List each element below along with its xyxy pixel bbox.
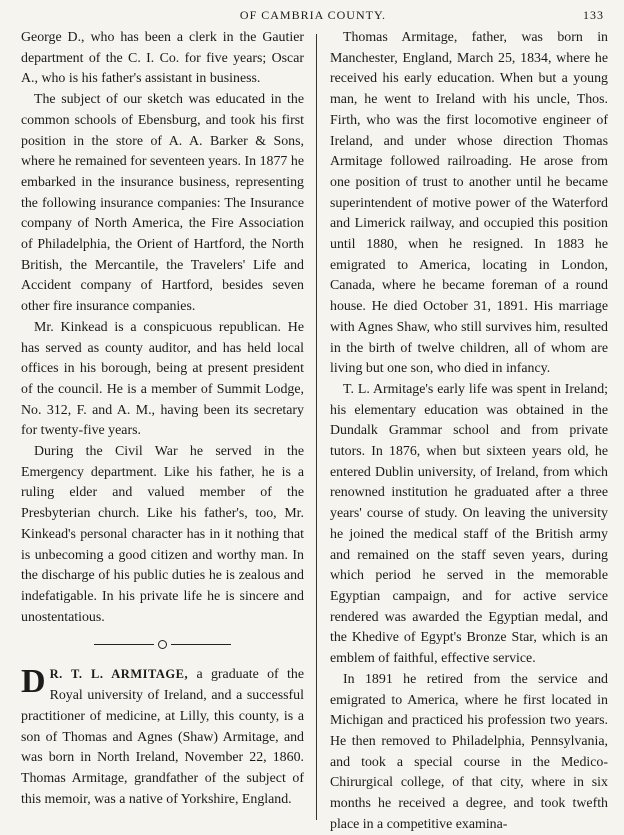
paragraph: The subject of our sketch was educated in the common schools of Ebensburg, and took his first position in the store of A. A. Barker & Sons, where he remained for seventeen years. In 1877 he embarked in the insurance business, representing the following insurance companies: The Insurance company of North America, the Fire Association of Philadelphia, the Orient of Hartford, the North British, the Mercantile, the Travelers' Life and Accident company of Hartford, besides seven other fire insurance companies. [21,92,304,315]
paragraph: During the Civil War he served in the Emergency department. Like his father, he is a ruling elder and valued member of the Presbyterian church. Like his father's, too, Mr. Kinkead's personal character has in it nothing that is unbecoming a good citizen and worthy man. In the discharge of his public duties he is zealous and indefatigable. In his private life he is sincere and unostentatious. [21,444,304,625]
paragraph: In 1891 he retired from the service and emigrated to America, where he first located in Michigan and practiced his profession two years. He then removed to Philadelphia, Pennsylvania, and took a special course in the Medico-Chirurgical college, of that city, where in six months he received a degree, and took twefth place in a competitive examina- [330,671,608,832]
page-number: 133 [583,8,604,22]
paragraph: Thomas Armitage, father, was born in Manchester, England, March 25, 1834, where he received his early education. When but a young man, he went to Ireland with his uncle, Thos. Firth, who was the first locomotive engineer of Ireland, and under whose direction Thomas Armitage followed railroading. He arose from one position of trust to another until he became superintendent of motive power of the Waterford and Limerick railway, and occupied this position until 1880, when he resigned. In 1883 he emigrated to America, locating in London, Canada, where he became foreman of a round house. He died October 31, 1891. His marriage with Agnes Shaw, who still survives him, resulted in the birth of twelve children, all of whom are living but one son, who died in infancy. [330,30,608,377]
right-column [330,28,608,835]
paragraph: George D., who has been a clerk in the Gautier department of the C. I. Co. for five years; Oscar A., who is his father's assistant in business. [21,30,304,87]
paragraph-text: a graduate of the Royal university of Ireland, and a successful practitioner of medicine, at Lilly, this county, is a son of Thomas and Agnes (Shaw) Armitage, and was born in North Ireland, November 22, 1860. Thomas Armitage, grandfather of the subject of this memoir, was a native of Yorkshire, England. [21,667,304,807]
paragraph: T. L. Armitage's early life was spent in Ireland; his elementary education was obtained in the Dundalk Grammar school and from private tutors. In 1876, when but sixteen years old, he entered Dublin university, of Ireland, from which renowned institution he graduated after a three years' course of study. On leaving the university he joined the medical staff of the British army and remained on the staff seven years, during which period he served in the memorable Egyptian campaign, and for active service rendered was awarded the Egyptian medal, and the Khedive of Egypt's Bronze Star, which is an emblem of faithful, effective service. [330,381,608,667]
left-column [21,28,304,810]
running-header [14,8,612,26]
header-title: OF CAMBRIA COUNTY. [239,8,387,22]
column-divider [316,34,317,820]
subject-name: R. T. L. ARMITAGE, [49,667,189,682]
drop-cap: D [21,663,46,701]
section-ornament [21,634,304,654]
paragraph: Mr. Kinkead is a conspicuous republican. He has served as county auditor, and has held local offices in his borough, being at present president of the council. He is a member of Summit Lodge, No. 312, F. and A. M., having been its secretary for twenty-five years. [21,319,304,439]
biography-opening [21,664,304,810]
